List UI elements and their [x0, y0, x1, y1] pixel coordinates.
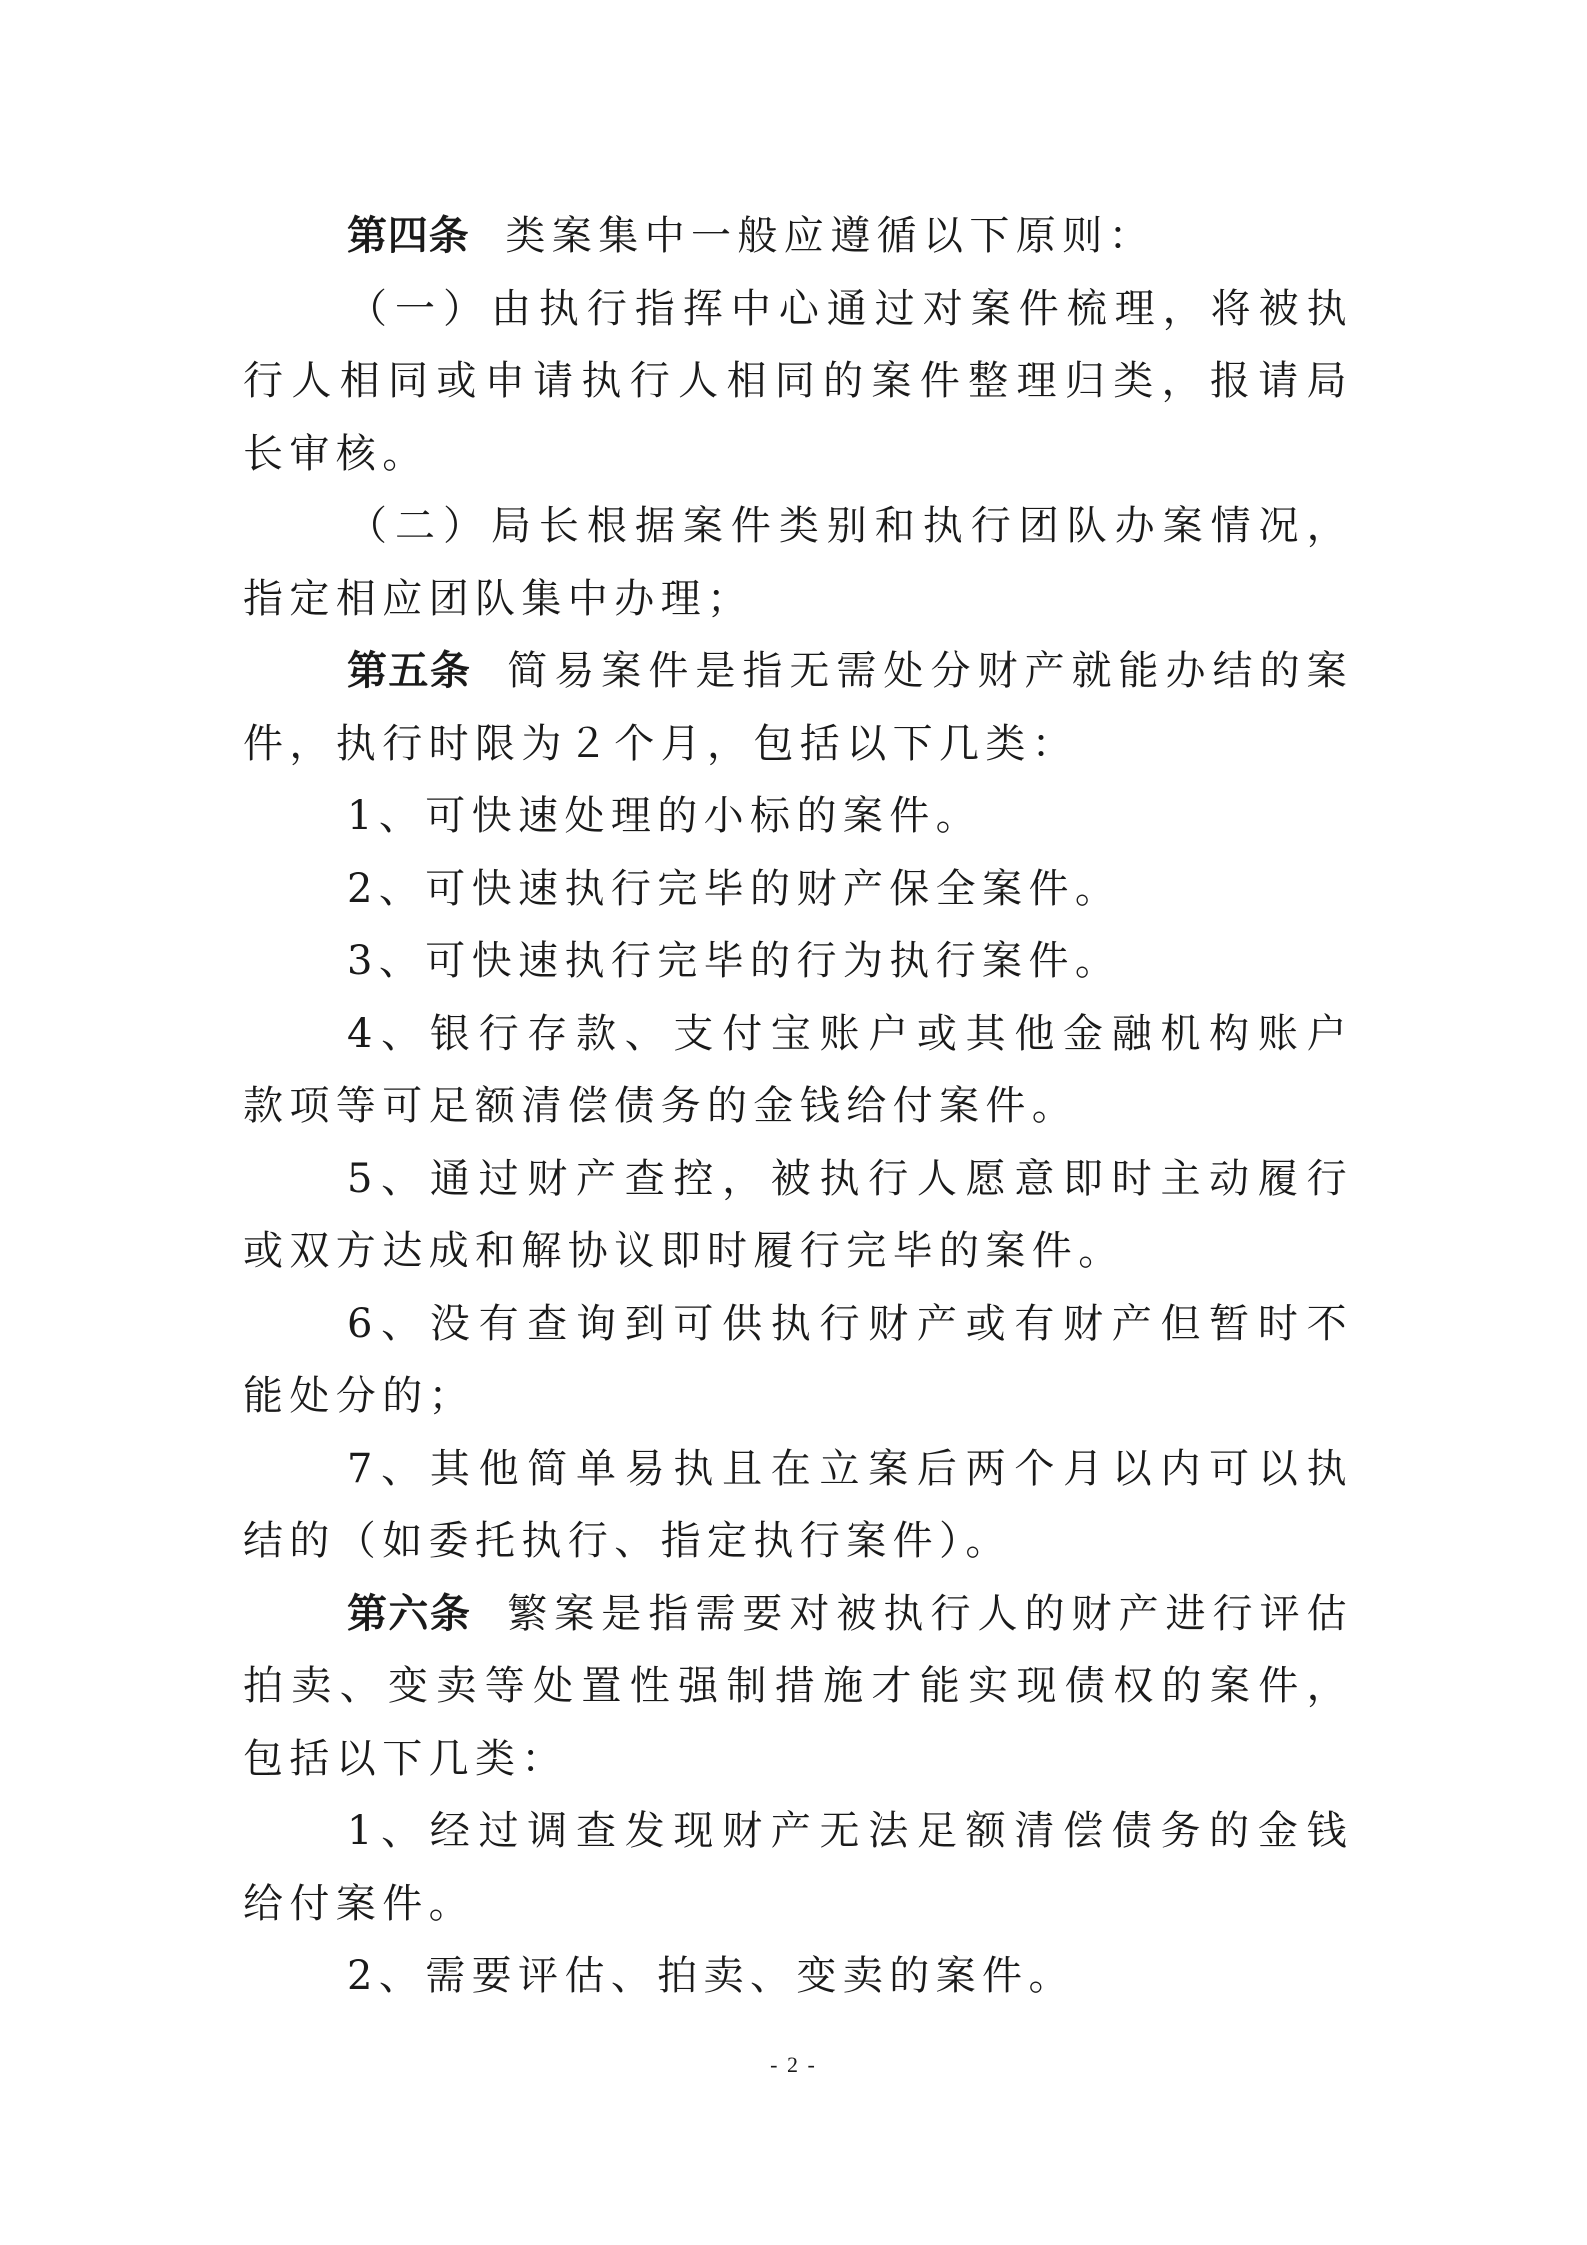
paragraph-item [243, 1433, 1353, 1578]
paragraph-item [243, 998, 1353, 1143]
article-heading: 第六条 [347, 1590, 472, 1637]
paragraph-text: 类案集中一般应遵循以下原则： [505, 213, 1156, 259]
paragraph-item [243, 780, 1353, 853]
paragraph-text: 3、可快速执行完毕的行为执行案件。 [347, 938, 1122, 984]
paragraph-text: 6、没有查询到可供执行财产或有财产但暂时不能处分的； [243, 1300, 1353, 1419]
document-body [243, 200, 1353, 2013]
paragraph-text: 简易案件是指无需处分财产就能办结的案件，执行时限为２个月，包括以下几类： [243, 648, 1353, 767]
paragraph-item [243, 853, 1353, 926]
article-heading: 第五条 [347, 648, 472, 694]
paragraph-text: 繁案是指需要对被执行人的财产进行评估拍卖、变卖等处置性强制措施才能实现债权的案件，包括以下几类： [243, 1590, 1353, 1782]
paragraph-item [243, 925, 1353, 998]
page-number: - 2 - [770, 2052, 817, 2077]
paragraph-article-5 [243, 635, 1353, 780]
paragraph-item [243, 1143, 1353, 1288]
paragraph-text: （二）局长根据案件类别和执行团队办案情况，指定相应团队集中办理； [243, 503, 1353, 622]
paragraph-text: 1、经过调查发现财产无法足额清偿债务的金钱给付案件。 [243, 1808, 1353, 1927]
paragraph-item [243, 490, 1353, 635]
paragraph-text: 4、银行存款、支付宝账户或其他金融机构账户款项等可足额清偿债务的金钱给付案件。 [243, 1010, 1353, 1129]
paragraph-item [243, 1288, 1353, 1433]
paragraph-text: 2、需要评估、拍卖、变卖的案件。 [347, 1953, 1075, 1999]
paragraph-article-4 [243, 200, 1353, 273]
paragraph-item [243, 273, 1353, 491]
paragraph-text: （一）由执行指挥中心通过对案件梳理，将被执行人相同或申请执行人相同的案件整理归类，报请局长审核。 [243, 285, 1353, 477]
paragraph-text: 2、可快速执行完毕的财产保全案件。 [347, 865, 1122, 912]
article-heading: 第四条 [347, 213, 470, 259]
paragraph-item [243, 1940, 1353, 2013]
paragraph-item [243, 1795, 1353, 1940]
paragraph-text: 7、其他简单易执且在立案后两个月以内可以执结的（如委托执行、指定执行案件）。 [243, 1445, 1353, 1564]
paragraph-text: 5、通过财产查控，被执行人愿意即时主动履行或双方达成和解协议即时履行完毕的案件。 [243, 1155, 1353, 1274]
paragraph-text: 1、可快速处理的小标的案件。 [347, 793, 983, 839]
paragraph-article-6 [243, 1578, 1353, 1796]
